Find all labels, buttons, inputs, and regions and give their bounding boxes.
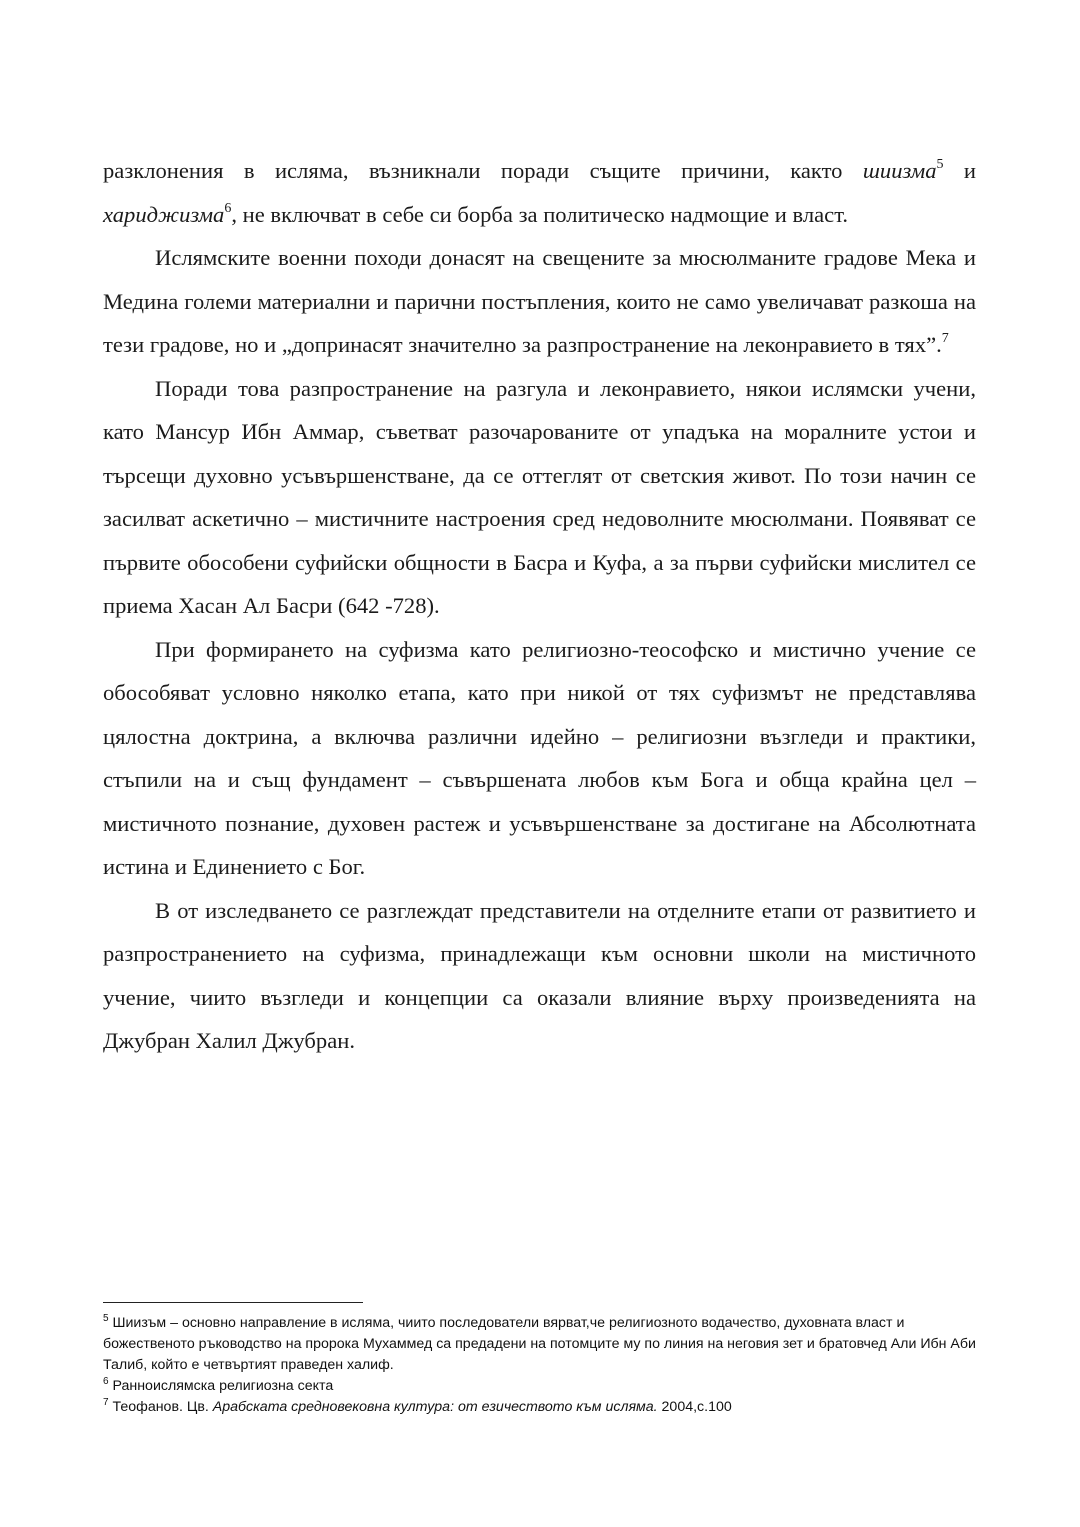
footnote-number: 6 — [103, 1376, 109, 1387]
footnote-number: 5 — [103, 1313, 109, 1324]
paragraph-5: В от изследването се разглеждат представители на отделните етапи от развитието и разпространението на суфизма, принадлежащи към основни школи на мистичното учение, чиито възгледи и концепции са оказали влияние върху произведенията на Джубран Халил Джубран. — [103, 897, 976, 1053]
paragraph-2 — [103, 236, 976, 367]
footnote-author: Теофанов. Цв. — [108, 1399, 213, 1415]
footnote-book-title: Арабската средновековна култура: от езичеството към исляма. — [212, 1399, 658, 1415]
paragraph-4: При формирането на суфизма като религиозно-теософско и мистично учение се обособяват условно няколко етапа, като при никой от тях суфизмът не представлява цялостна доктрина, а включва различни идейно – религиозни възгледи и практики, стъпили на и същ фундамент – съвършената любов към Бога и обща крайна цел – мистичното познание, духовен растеж и усъвършенстване за достигане на Абсолютната истина и Единението с Бог. — [103, 636, 976, 879]
footnote-7 — [103, 1397, 983, 1418]
paragraph-1-text-mid: и — [943, 158, 976, 183]
paragraph-1 — [103, 149, 976, 236]
footnote-5 — [103, 1313, 983, 1376]
footnote-year-page: 2004,с.100 — [657, 1399, 732, 1415]
paragraph-1-text-end: , не включват в себе си борба за политическо надмощие и власт. — [231, 201, 849, 227]
footnote-text: Ранноислямска религиозна секта — [108, 1378, 334, 1394]
footnotes — [103, 1313, 983, 1418]
footnote-6 — [103, 1376, 983, 1397]
paragraph-3: Поради това разпространение на разгула и леконравието, някои ислямски учени, като Мансур Ибн Аммар, съветват разочарованите от упадъка на моралните устои и търсещи духовно усъвършенстване, да се оттеглят от светския живот. По този начин се засилват аскетично – мистичните настроения сред недоволните мюсюлмани. Появяват се първите обособени суфийски общности в Басра и Куфа, а за първи суфийски мислител се приема Хасан Ал Басри (642 -728). — [103, 375, 976, 618]
footnote-text: Шиизъм – основно направление в исляма, чиито последователи вярват,че религиозното водачество, духовната власт и божественото ръководство на пророка Мухаммед са предадени на потомците му по линия на неговия зет и братовчед Али Ибн Аби Талиб, който е четвъртият праведен халиф. — [103, 1315, 976, 1373]
footnote-ref-7: 7 — [941, 331, 949, 346]
term-shiism: шиизма — [862, 158, 937, 183]
footnote-ref-6: 6 — [224, 200, 232, 216]
paragraph-1-text-start: разклонения в исляма, възникнали поради същите причини, както — [103, 158, 863, 183]
footnote-separator — [103, 1302, 363, 1303]
term-kharijism: хариджизма — [103, 201, 225, 227]
footnote-number: 7 — [103, 1397, 109, 1408]
main-text — [103, 149, 976, 1063]
paragraph-2-text: Ислямските военни походи донасят на свещените за мюсюлманите градове Мека и Медина големи материални и парични постъпления, които не само увеличават разкоша на тези градове, но и „допринасят значително за разпространение на леконравието в тях”. — [103, 245, 976, 357]
footnote-ref-5: 5 — [936, 157, 944, 172]
